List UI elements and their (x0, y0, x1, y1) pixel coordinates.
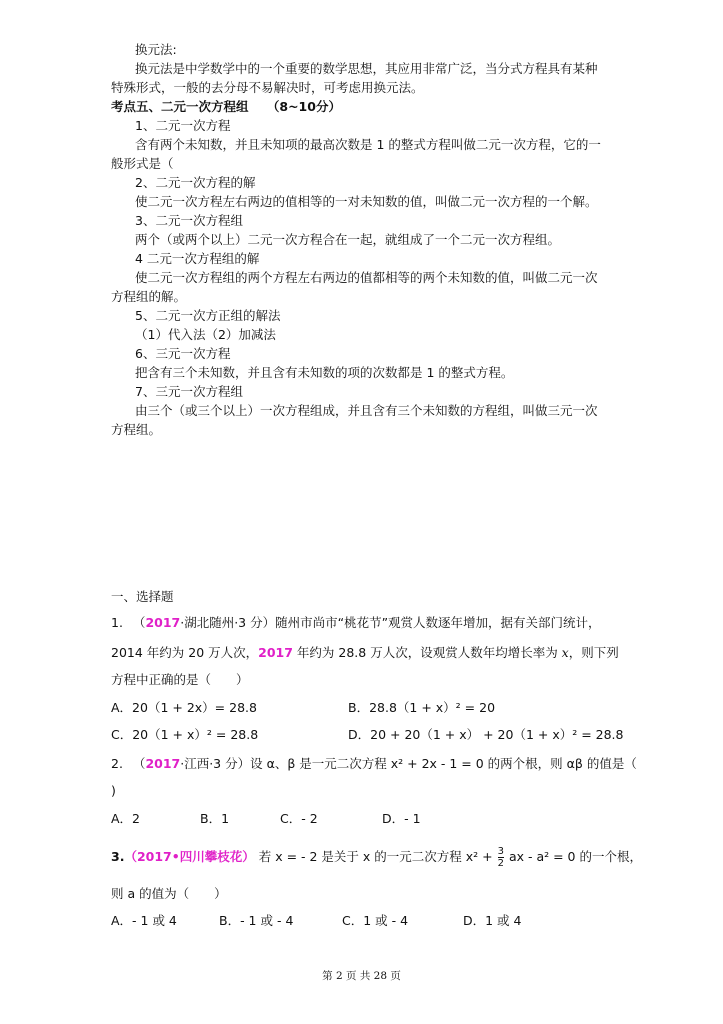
q3-line-2: 则 a 的值为（ ） (111, 886, 227, 901)
item-5-text: （1）代入法（2）加减法 (135, 327, 276, 342)
q3-text-b: ax - a² = 0 的一个根， (508, 849, 642, 864)
item-6-text: 把含有三个未知数，并且含有未知数的项的次数都是 1 的整式方程。 (135, 365, 514, 380)
q3-option-c[interactable]: C．1 或 - 4 (342, 913, 409, 928)
q1-option-b[interactable]: B．28.8（1 + x）² = 20 (348, 700, 496, 715)
huanyuan-title: 换元法: (135, 42, 177, 57)
q1-src-year: 2017 (145, 615, 181, 630)
q3-option-b[interactable]: B．- 1 或 - 4 (219, 913, 294, 928)
q1-line-2 (111, 645, 619, 661)
q2-option-d[interactable]: D．- 1 (382, 811, 421, 826)
item-1-text: 含有两个未知数，并且未知项的最高次数是 1 的整式方程叫做二元一次方程，它的一 (135, 137, 601, 152)
q3-num: 3. (111, 849, 125, 864)
q2-src-rest: ·江西·3 分）设 α、β 是一元二次方程 x² + 2x - 1 = 0 的两个根，则 αβ 的值是（ (180, 756, 637, 771)
item-2-title: 2、二元一次方程的解 (135, 175, 256, 190)
q1-num: 1. (111, 615, 123, 630)
item-5-title: 5、二元一次方正组的解法 (135, 308, 281, 323)
item-1-text-cont: 般形式是（ (111, 156, 174, 171)
item-7-title: 7、三元一次方程组 (135, 384, 243, 399)
heading-score: （8~10分） (266, 99, 341, 114)
q1-line-3: 方程中正确的是（ ） (111, 672, 249, 687)
item-4-text: 使二元一次方程组的两个方程左右两边的值都相等的两个未知数的值，叫做二元一次 (135, 270, 598, 285)
huanyuan-text-1: 换元法是中学数学中的一个重要的数学思想，其应用非常广泛，当分式方程具有某种 (135, 61, 598, 76)
item-7-text: 由三个（或三个以上）一次方程组成，并且含有三个未知数的方程组，叫做三元一次 (135, 403, 598, 418)
exercise-section-title: 一、选择题 (111, 589, 174, 604)
q1-option-a[interactable]: A．20（1 + 2x）= 28.8 (111, 700, 257, 715)
q1-line2-year: 2017 (258, 645, 293, 660)
q1-line2-var: x (561, 645, 569, 660)
q3-option-d[interactable]: D．1 或 4 (463, 913, 522, 928)
item-7-text-cont: 方程组。 (111, 422, 162, 437)
q2-option-c[interactable]: C．- 2 (280, 811, 318, 826)
q1-line2-c: ，则下列 (568, 645, 619, 660)
item-2-text: 使二元一次方程左右两边的值相等的一对未知数的值，叫做二元一次方程的一个解。 (135, 194, 598, 209)
q1-option-c[interactable]: C．20（1 + x）² = 28.8 (111, 727, 259, 742)
item-4-title: 4 二元一次方程组的解 (135, 251, 260, 266)
q2-src-year: 2017 (145, 756, 181, 771)
q3-line-1 (111, 846, 642, 869)
q2-line-1 (111, 756, 637, 772)
q1-line-1 (111, 615, 601, 631)
q1-option-d[interactable]: D．20 + 20（1 + x） + 20（1 + x）² = 28.8 (348, 727, 624, 742)
section-heading (111, 99, 341, 115)
q3-fraction (498, 846, 504, 869)
q2-num: 2. (111, 756, 123, 771)
item-3-title: 3、二元一次方程组 (135, 213, 243, 228)
q1-src-open: （ (132, 615, 146, 630)
item-1-title: 1、二元一次方程 (135, 118, 231, 133)
item-6-title: 6、三元一次方程 (135, 346, 231, 361)
q1-line2-b: 年约为 28.8 万人次，设观赏人数年均增长率为 (292, 645, 562, 660)
heading-text: 考点五、二元一次方程组 (111, 99, 249, 114)
q1-src-rest: ·湖北随州·3 分）随州市尚市“桃花节”观赏人数逐年增加，据有关部门统计， (180, 615, 601, 630)
q1-line2-a: 2014 年约为 20 万人次， (111, 645, 259, 660)
q2-option-a[interactable]: A．2 (111, 811, 141, 826)
q3-frac-den: 2 (497, 858, 504, 869)
q2-option-b[interactable]: B．1 (200, 811, 230, 826)
q2-src-open: （ (132, 756, 146, 771)
huanyuan-text-2: 特殊形式，一般的去分母不易解决时，可考虑用换元法。 (111, 80, 424, 95)
q3-option-a[interactable]: A．- 1 或 4 (111, 913, 177, 928)
q3-src: （2017•四川攀枝花） (124, 849, 255, 864)
item-4-text-cont: 方程组的解。 (111, 289, 187, 304)
q2-line-2: ) (111, 783, 116, 798)
page-footer: 第 2 页 共 28 页 (322, 970, 401, 982)
q3-text-a: 若 x = - 2 是关于 x 的一元二次方程 x² + (258, 849, 493, 864)
item-3-text: 两个（或两个以上）二元一次方程合在一起，就组成了一个二元一次方程组。 (135, 232, 561, 247)
q3-frac-num: 3 (497, 846, 504, 857)
